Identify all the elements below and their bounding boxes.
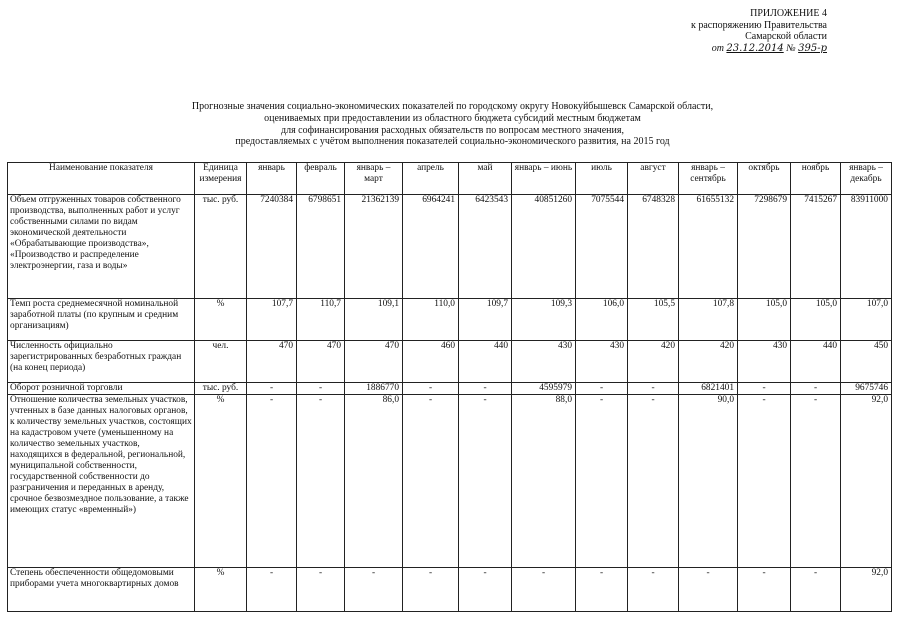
heading-line-2: оцениваемых при предоставлении из областного бюджета субсидий местным бюджетам <box>264 112 641 124</box>
indicator-value: 107,7 <box>247 299 297 341</box>
indicator-name: Оборот розничной торговли <box>8 383 195 395</box>
appendix-line-1: к распоряжению Правительства <box>690 19 827 31</box>
appendix-line-2: Самарской области <box>745 31 827 42</box>
indicator-value: - <box>345 568 403 612</box>
indicator-value: 88,0 <box>512 395 576 568</box>
table-row <box>8 383 892 395</box>
table-row <box>8 195 892 299</box>
indicator-value: 40851260 <box>512 195 576 299</box>
indicator-value: 105,0 <box>791 299 841 341</box>
col-header-jan: январь <box>247 163 297 195</box>
indicator-value: - <box>576 395 628 568</box>
indicator-value: - <box>576 568 628 612</box>
indicator-value: 109,1 <box>345 299 403 341</box>
indicator-value: - <box>679 568 738 612</box>
indicator-value: 109,3 <box>512 299 576 341</box>
heading-line-4: предоставляемых с учётом выполнения показателей социально-экономического развития, на 2015 год <box>235 136 670 148</box>
indicator-value: - <box>512 568 576 612</box>
indicator-value: 7298679 <box>738 195 791 299</box>
col-header-jan-sep: январь – сентябрь <box>679 163 738 195</box>
appendix-date-line <box>691 43 827 55</box>
indicator-name: Темп роста среднемесячной номинальной заработной платы (по крупным и средним организациям) <box>8 299 195 341</box>
indicator-unit: тыс. руб. <box>195 383 247 395</box>
indicator-value: - <box>459 568 512 612</box>
indicator-value: - <box>459 383 512 395</box>
indicator-value: 460 <box>403 341 459 383</box>
indicator-value: 4595979 <box>512 383 576 395</box>
indicator-value: - <box>297 395 345 568</box>
table-header-row <box>8 163 892 195</box>
indicator-value: 9675746 <box>841 383 892 395</box>
heading-line-3: для софинансирования расходных обязательств по вопросам местного значения, <box>281 124 624 136</box>
indicator-value: 107,8 <box>679 299 738 341</box>
indicator-value: - <box>459 395 512 568</box>
indicator-value: 21362139 <box>345 195 403 299</box>
number-prefix: № <box>786 42 796 54</box>
indicator-value: 92,0 <box>841 568 892 612</box>
col-header-unit: Единица измерения <box>195 163 247 195</box>
indicator-value: 420 <box>628 341 679 383</box>
indicator-unit: % <box>195 395 247 568</box>
col-header-may: май <box>459 163 512 195</box>
indicator-name: Отношение количества земельных участков, учтенных в базе данных налоговых органов, к количеству земельных участков, состоящих на кадастровом учете (уменьшенному на количество земельных участков, находящихся в федеральной, региональной, муниципальной собственности, государственной собственности до разграничения и переданных в аренду, срочное безвозмездное пользование, а также имеющих статус «временный») <box>8 395 195 568</box>
col-header-name: Наименование показателя <box>8 163 195 195</box>
indicator-value: 90,0 <box>679 395 738 568</box>
indicator-value: - <box>791 395 841 568</box>
table-row <box>8 341 892 383</box>
indicator-value: - <box>247 395 297 568</box>
col-header-oct: октябрь <box>738 163 791 195</box>
indicator-name: Степень обеспеченности общедомовыми приборами учета многоквартирных домов <box>8 568 195 612</box>
indicator-value: 470 <box>345 341 403 383</box>
table-body <box>8 195 892 612</box>
indicator-value: 105,0 <box>738 299 791 341</box>
indicator-value: - <box>738 395 791 568</box>
indicator-value: - <box>247 568 297 612</box>
indicator-value: 430 <box>738 341 791 383</box>
indicator-value: - <box>791 383 841 395</box>
col-header-feb: февраль <box>297 163 345 195</box>
indicator-value: - <box>403 568 459 612</box>
indicator-value: - <box>576 383 628 395</box>
indicator-value: - <box>738 568 791 612</box>
indicator-value: 110,0 <box>403 299 459 341</box>
indicator-value: - <box>791 568 841 612</box>
indicator-value: 6423543 <box>459 195 512 299</box>
indicator-value: - <box>297 568 345 612</box>
indicator-unit: % <box>195 299 247 341</box>
indicator-value: 440 <box>791 341 841 383</box>
heading-line-1: Прогнозные значения социально-экономических показателей по городскому округу Новокуйбышевск Самарской области, <box>191 101 714 112</box>
indicator-value: - <box>628 568 679 612</box>
indicator-value: 6748328 <box>628 195 679 299</box>
indicators-table <box>7 162 892 612</box>
col-header-aug: август <box>628 163 679 195</box>
indicator-value: - <box>247 383 297 395</box>
page-title <box>0 101 905 148</box>
indicator-value: - <box>297 383 345 395</box>
table-row <box>8 299 892 341</box>
indicator-unit: чел. <box>195 341 247 383</box>
col-header-jan-mar: январь – март <box>345 163 403 195</box>
table-row <box>8 395 892 568</box>
indicator-value: 109,7 <box>459 299 512 341</box>
indicator-value: 7415267 <box>791 195 841 299</box>
indicator-value: - <box>403 395 459 568</box>
indicator-value: 7240384 <box>247 195 297 299</box>
indicator-value: - <box>738 383 791 395</box>
indicator-value: 92,0 <box>841 395 892 568</box>
indicator-value: 83911000 <box>841 195 892 299</box>
indicator-value: 7075544 <box>576 195 628 299</box>
indicator-name: Объем отгруженных товаров собственного производства, выполненных работ и услуг собственными силами по видам экономической деятельности «Обрабатывающие производства», «Производство и распределение электроэнергии, газа и воды» <box>8 195 195 299</box>
indicator-value: 61655132 <box>679 195 738 299</box>
table-row <box>8 568 892 612</box>
indicator-value: 6964241 <box>403 195 459 299</box>
indicator-value: 6821401 <box>679 383 738 395</box>
indicator-value: - <box>403 383 459 395</box>
indicator-value: 470 <box>297 341 345 383</box>
indicator-value: 1886770 <box>345 383 403 395</box>
indicator-name: Численность официально зарегистрированных безработных граждан (на конец периода) <box>8 341 195 383</box>
indicator-value: 450 <box>841 341 892 383</box>
col-header-nov: ноябрь <box>791 163 841 195</box>
date-prefix: от <box>711 42 724 54</box>
col-header-jan-jun: январь – июнь <box>512 163 576 195</box>
indicator-unit: тыс. руб. <box>195 195 247 299</box>
indicator-value: - <box>628 383 679 395</box>
col-header-jul: июль <box>576 163 628 195</box>
col-header-apr: апрель <box>403 163 459 195</box>
indicator-value: 106,0 <box>576 299 628 341</box>
indicator-value: 430 <box>576 341 628 383</box>
indicator-value: 6798651 <box>297 195 345 299</box>
indicator-value: 105,5 <box>628 299 679 341</box>
indicator-value: 430 <box>512 341 576 383</box>
indicator-value: 470 <box>247 341 297 383</box>
handwritten-number: 395-р <box>798 42 827 54</box>
col-header-jan-dec: январь – декабрь <box>841 163 892 195</box>
indicator-value: 440 <box>459 341 512 383</box>
indicator-value: 110,7 <box>297 299 345 341</box>
appendix-block <box>691 8 827 54</box>
indicators-table-wrap <box>7 162 891 612</box>
indicator-value: 107,0 <box>841 299 892 341</box>
indicator-value: - <box>628 395 679 568</box>
indicator-unit: % <box>195 568 247 612</box>
indicator-value: 86,0 <box>345 395 403 568</box>
indicator-value: 420 <box>679 341 738 383</box>
handwritten-date: 23.12.2014 <box>726 42 784 54</box>
appendix-title: ПРИЛОЖЕНИЕ 4 <box>750 8 827 19</box>
